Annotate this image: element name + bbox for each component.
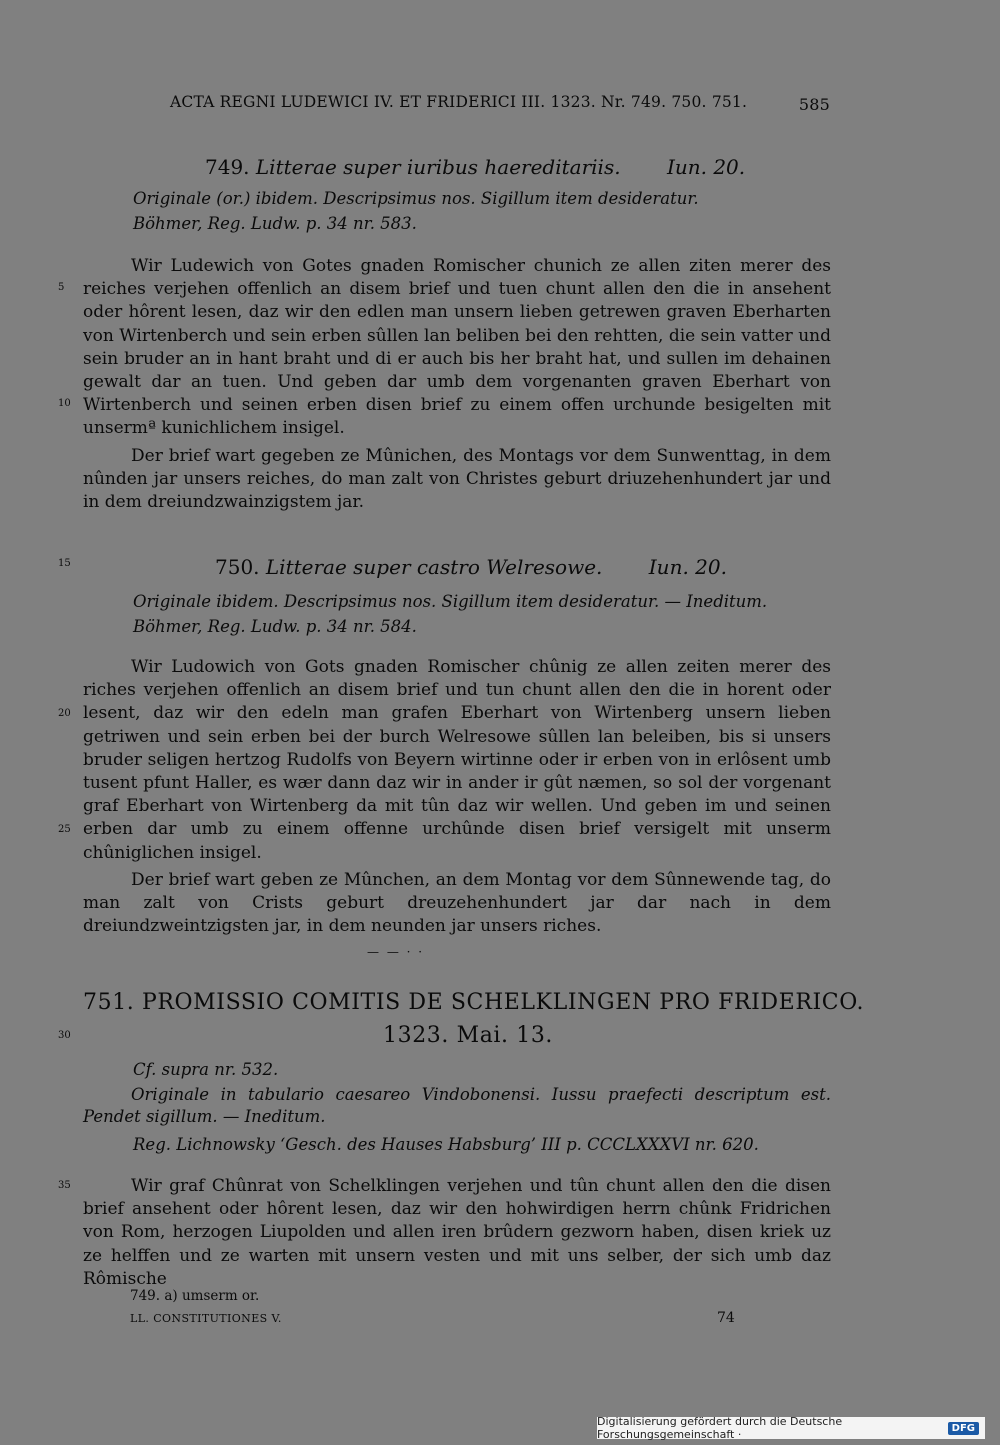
entry-751-heading: 751. PROMISSIO COMITIS DE SCHELKLINGEN PRO FRIDERICO. (83, 990, 865, 1015)
running-title: ACTA REGNI LUDEWICI IV. ET FRIDERICI III. 1323. Nr. 749. 750. 751. (170, 93, 748, 111)
entry-751-date: 1323. Mai. 13. (383, 1023, 554, 1048)
page-number: 585 (798, 95, 830, 114)
entry-751-cf: Cf. supra nr. 532. (133, 1060, 279, 1079)
line-number: 30 (58, 1030, 71, 1041)
entry-749-text (83, 255, 831, 514)
entry-749-heading: Litterae super iuribus haereditariis. (255, 155, 621, 179)
entry-751-paragraph-1: Wir graf Chûnrat von Schelklingen verjehen und tûn chunt allen den die disen brief ansehent oder hôrent lesen, daz wir den hohwirdigen herrn chûnk Fridrichen von Rom, herzogen Liupolden und allen iren brûdern gezworn haben, disen kriek uz ze helffen und ze warten mit unsern vesten und mit uns selber, der sich umb daz Rômische (83, 1176, 831, 1289)
line-number: 10 (58, 398, 71, 409)
series-footer: LL. CONSTITUTIONES V. (130, 1312, 282, 1325)
entry-749-paragraph-2: Der brief wart gegeben ze Mûnichen, des Montags vor dem Sunwenttag, in dem nûnden jar unsers reiches, do man zalt von Christes geburt driuzehenhundert jar und in dem dreiundzwainzigstem jar. (83, 445, 831, 513)
line-number: 15 (58, 558, 71, 569)
entry-750-title (215, 555, 727, 579)
entry-750-heading: Litterae super castro Welresowe. (265, 555, 603, 579)
entry-751-source-2: Reg. Lichnowsky ‘Gesch. des Hauses Habsburg’ III p. CCCLXXXVI nr. 620. (133, 1135, 759, 1154)
dfg-logo: DFG (948, 1422, 979, 1435)
entry-749-paragraph-1: Wir Ludewich von Gotes gnaden Romischer chunich ze allen ziten merer des reiches verjehen offenlich an disem brief und tuen chunt allen den die in ansehent oder hôrent lesen, daz wir den edlen man unsern lieben getrewen graven Eberharten von Wirtenberch und sein erben sûllen lan beliben bei den rehtten, die sein vatter und sein bruder an in hant braht und di er auch bis her braht hat, und sullen im dehainen gewalt dar an tuen. Und geben dar umb dem vorgenanten graven Eberhart von Wirtenberch und seinen erben disen brief zu einem offen urchunde besigelten mit unsermª kunichlichem insigel. (83, 256, 831, 439)
entry-750-paragraph-1: Wir Ludowich von Gots gnaden Romischer chûnig ze allen zeiten merer des riches verjehen offenlich an disem brief und tun chunt allen den die in horent oder lesent, daz wir den edeln man grafen Eberhart von Wirtenberg unsern lieben getriwen und sein erben bei der burch Welresowe sûllen lan beleiben, bis si unsers bruder seligen hertzog Rudolfs von Beyern wirtinne oder ir erben von in erlôsent umb tusent pfunt Haller, es wær dann daz wir in ander ir gût næmen, so sol der vorgenant graf Eberhart von Wirtenberg da mit tûn daz wir wellen. Und geben im und seinen erben dar umb zu einem offenne urchûnde disen brief versigelt mit unserm chûniglichen insigel. (83, 657, 831, 863)
entry-750-source-2: Böhmer, Reg. Ludw. p. 34 nr. 584. (133, 617, 417, 636)
entry-749-number: 749. (205, 155, 250, 179)
entry-750-date: Iun. 20. (648, 555, 727, 579)
entry-750-number: 750. (215, 555, 260, 579)
entry-751-text (83, 1175, 831, 1291)
dfg-funding-text: Digitalisierung gefördert durch die Deutsche Forschungsgemeinschaft · (597, 1415, 843, 1441)
entry-750-source-1: Originale ibidem. Descripsimus nos. Sigillum item desideratur. — Ineditum. (133, 592, 768, 611)
entry-749-source-2: Böhmer, Reg. Ludw. p. 34 nr. 583. (133, 214, 417, 233)
line-number: 35 (58, 1180, 71, 1191)
entry-751-source-1-block (83, 1084, 831, 1128)
entry-749-source-1: Originale (or.) ibidem. Descripsimus nos. Sigillum item desideratur. (133, 189, 699, 208)
entry-750-text (83, 656, 831, 938)
footnote: 749. a) umserm or. (130, 1288, 260, 1304)
dfg-funding-bar (597, 1417, 985, 1439)
line-number: 25 (58, 824, 71, 835)
entry-749-title (205, 155, 745, 179)
entry-750-paragraph-2: Der brief wart geben ze Mûnchen, an dem Montag vor dem Sûnnewende tag, do man zalt von Crists geburt dreuzehenhundert jar dar nach in dem dreiundzweintzigsten jar, in dem neunden jar unsers riches. (83, 869, 831, 937)
line-number: 20 (58, 708, 71, 719)
entry-749-date: Iun. 20. (666, 155, 746, 179)
entry-751-source-1: Originale in tabulario caesareo Vindobonensi. Iussu praefecti descriptum est. Pendet sigillum. — Ineditum. (83, 1085, 831, 1126)
sheet-signature: 74 (717, 1310, 735, 1326)
line-number: 5 (58, 282, 65, 293)
section-separator: — — · · (367, 945, 425, 959)
